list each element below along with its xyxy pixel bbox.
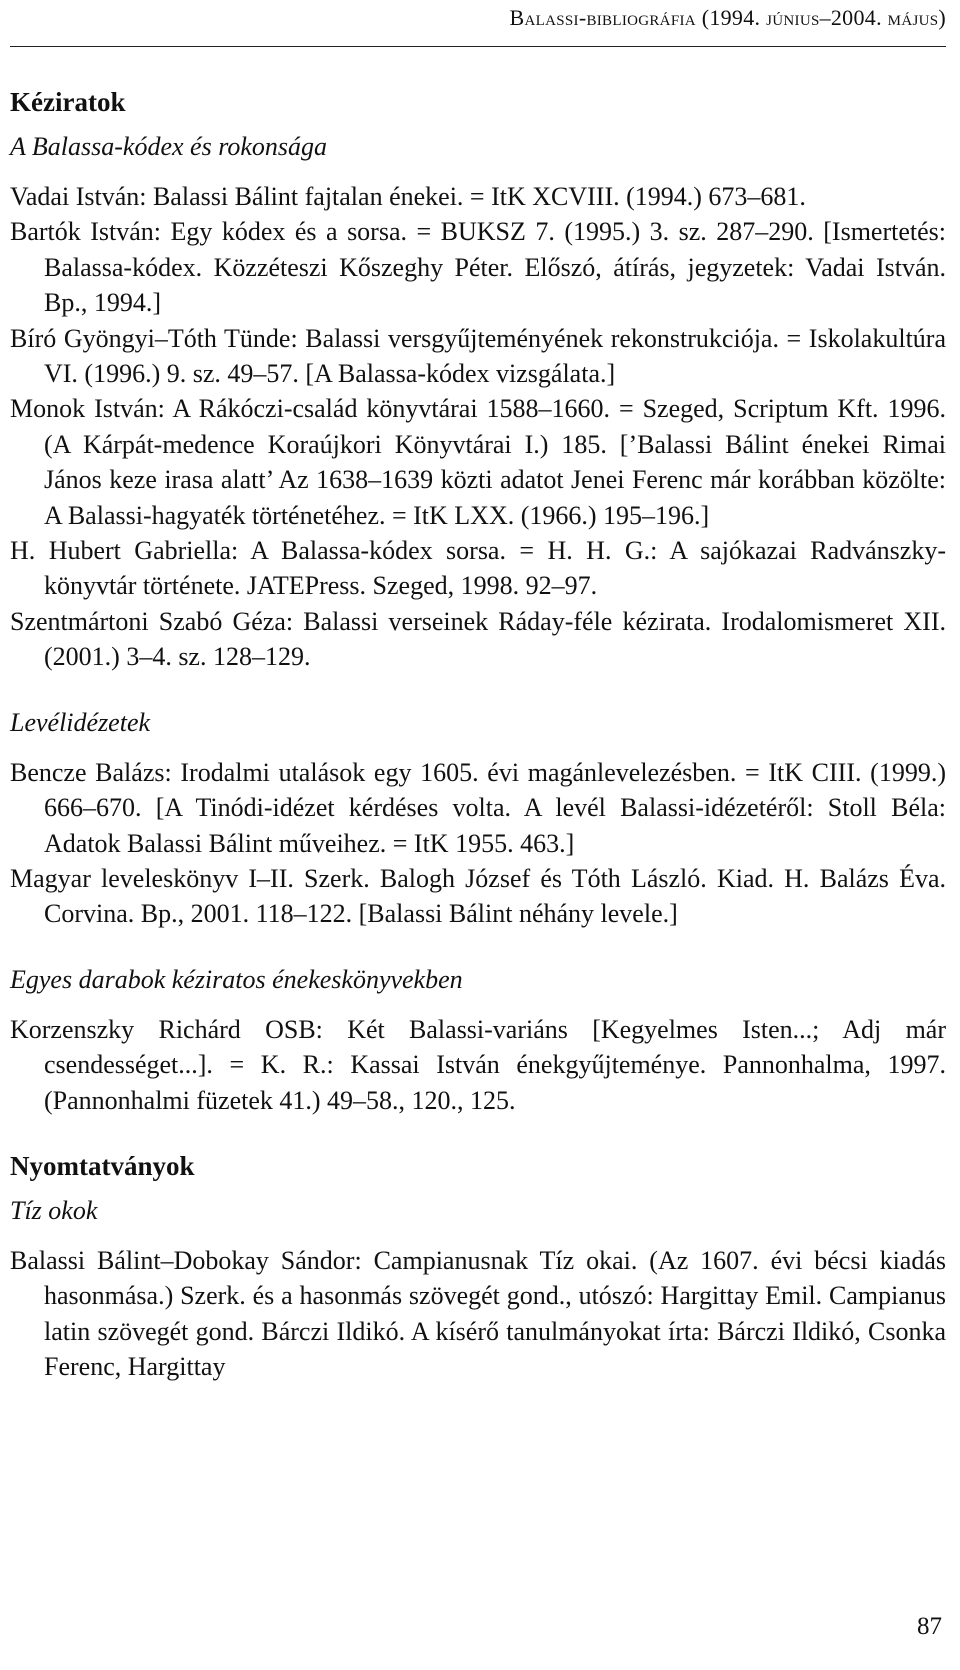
bibliography-entry: H. Hubert Gabriella: A Balassa-kódex sorsa. = H. H. G.: A sajókazai Radvánszky-könyvtár története. JATEPress. Szeged, 1998. 92–97. (10, 536, 946, 601)
bibliography-entry: Szentmártoni Szabó Géza: Balassi verseinek Ráday-féle kézirata. Irodalomismeret XII. (2001.) 3–4. sz. 128–129. (10, 606, 946, 672)
bibliography-entry: Bartók István: Egy kódex és a sorsa. = BUKSZ 7. (1995.) 3. sz. 287–290. [Ismertetés: Balassa-kódex. Közzéteszi Kőszeghy Péter. Előszó, átírás, jegyzetek: Vadai István. Bp., 1994.] (10, 217, 946, 318)
page-body (10, 84, 946, 1385)
page-number: 87 (917, 1613, 942, 1640)
subsection-heading-levelidezetek: Levélidézetek (10, 707, 151, 737)
bibliography-entry: Vadai István: Balassi Bálint fajtalan énekei. = ItK XCVIII. (1994.) 673–681. (10, 182, 806, 211)
section-heading-kezirat: Kéziratok (10, 87, 126, 117)
subsection-heading-balassa-kodex: A Balassa-kódex és rokonsága (10, 132, 328, 161)
spacer (10, 675, 946, 705)
bibliography-entry: Balassi Bálint–Dobokay Sándor: Campianusnak Tíz okai. (Az 1607. évi bécsi kiadás hasonmása.) Szerk. és a hasonmás szövegét gond., utószó: Hargittay Emil. Campianus latin szövegét gond. Bárczi Ildikó. A kísérő tanulmányokat írta: Bárczi Ildikó, Csonka Ferenc, Hargittay (10, 1245, 946, 1382)
running-head: Balassi-bibliográfia (1994. június–2004. május) (509, 5, 946, 30)
bibliography-entry: Bíró Gyöngyi–Tóth Tünde: Balassi versgyűjteményének rekonstrukciója. = Iskolakultúra VI. (1996.) 9. sz. 49–57. [A Balassa-kódex vizsgálata.] (10, 323, 946, 389)
bibliography-entry: Monok István: A Rákóczi-család könyvtárai 1588–1660. = Szeged, Scriptum Kft. 1996. (A Kárpát-medence Koraújkori Könyvtárai I.) 185. [’Balassi Bálint énekei Rimai János keze irasa alatt’ Az 1638–1639 közti adatot Jenei Ferenc már korábban közölte: A Balassi-hagyaték történetéhez. = ItK LXX. (1966.) 195–196.] (10, 394, 946, 530)
section-heading-nyomtatvanyok: Nyomtatványok (10, 1150, 195, 1181)
subsection-heading-tiz-okok: Tíz okok (10, 1195, 98, 1225)
subsection-heading-enekeskonyvek: Egyes darabok kéziratos énekeskönyvekben (10, 964, 463, 994)
spacer (10, 932, 946, 962)
bibliography-entry: Magyar leveleskönyv I–II. Szerk. Balogh József és Tóth László. Kiad. H. Balázs Éva. Corvina. Bp., 2001. 118–122. [Balassi Bálint néhány levele.] (10, 863, 946, 929)
bibliography-entry: Bencze Balázs: Irodalmi utalások egy 1605. évi magánlevelezésben. = ItK CIII. (1999.) 666–670. [A Tinódi-idézet kérdéses volta. A levél Balassi-idézetéről: Stoll Béla: Adatok Balassi Bálint műveihez. = ItK 1955. 463.] (10, 757, 946, 858)
bibliography-entry: Korzenszky Richárd OSB: Két Balassi-variáns [Kegyelmes Isten...; Adj már csendességet...]. = K. R.: Kassai István énekgyűjteménye. Pannonhalma, 1997. (Pannonhalmi füzetek 41.) 49–58., 120., 125. (10, 1014, 946, 1115)
document-page (10, 0, 946, 1670)
header-rule (10, 46, 946, 47)
spacer (10, 1118, 946, 1148)
